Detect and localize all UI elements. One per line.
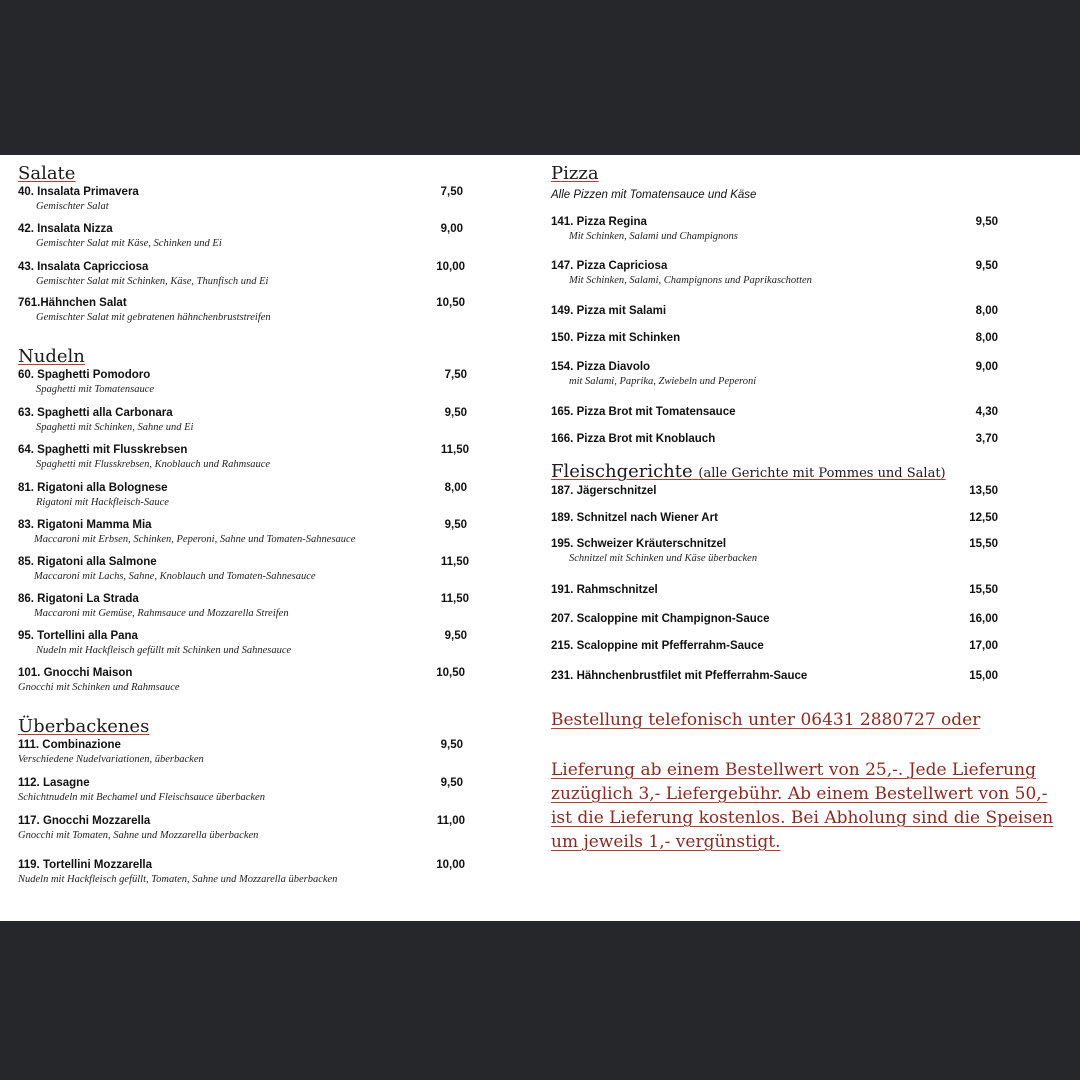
item-name: 86. Rigatoni La Strada	[18, 593, 139, 605]
delivery-terms: Lieferung ab einem Bestellwert von 25,-. Jede Lieferung zuzüglich 3,- Liefergebühr. Ab einem Bestellwert von 50,- ist die Lieferung kostenlos. Bei Abholung sind die Speisen um jeweils 1,- vergünstigt.	[551, 760, 1054, 852]
item-name: 117. Gnocchi Mozzarella	[18, 815, 151, 827]
item-name: 42. Insalata Nizza	[18, 223, 113, 235]
item-name: 119. Tortellini Mozzarella	[18, 859, 152, 871]
menu-page	[0, 155, 1080, 921]
order-phone-notice: Bestellung telefonisch unter 06431 2880727 oder	[551, 710, 981, 730]
item-price: 15,00	[969, 670, 998, 682]
pizza-subtitle: Alle Pizzen mit Tomatensauce und Käse	[551, 189, 757, 201]
item-price: 15,50	[969, 584, 998, 596]
item-price: 9,50	[975, 216, 998, 228]
section-title-salate: Salate	[18, 163, 76, 184]
item-name: 112. Lasagne	[18, 777, 90, 789]
fleisch-note: (alle Gerichte mit Pommes und Salat)	[698, 466, 946, 481]
item-name: 111. Combinazione	[18, 739, 121, 751]
item-description: Maccaroni mit Lachs, Sahne, Knoblauch und Tomaten-Sahnesauce	[34, 571, 316, 582]
item-name: 149. Pizza mit Salami	[551, 305, 667, 317]
item-price: 10,00	[436, 261, 465, 273]
item-name: 85. Rigatoni alla Salmone	[18, 556, 157, 568]
item-name: 141. Pizza Regina	[551, 216, 647, 228]
item-price: 9,00	[440, 223, 463, 235]
item-description: Nudeln mit Hackfleisch gefüllt, Tomaten, Sahne und Mozzarella überbacken	[18, 874, 338, 885]
item-price: 9,00	[975, 361, 998, 373]
item-name: 150. Pizza mit Schinken	[551, 332, 681, 344]
item-name: 81. Rigatoni alla Bolognese	[18, 482, 168, 494]
item-price: 9,50	[444, 407, 467, 419]
item-name: 83. Rigatoni Mamma Mia	[18, 519, 152, 531]
item-name: 165. Pizza Brot mit Tomatensauce	[551, 406, 736, 418]
item-name: 189. Schnitzel nach Wiener Art	[551, 512, 718, 524]
item-description: Verschiedene Nudelvariationen, überbacken	[18, 754, 204, 765]
item-description: Maccaroni mit Erbsen, Schinken, Peperoni, Sahne und Tomaten-Sahnesauce	[34, 534, 356, 545]
item-name: 95. Tortellini alla Pana	[18, 630, 138, 642]
item-price: 4,30	[975, 406, 998, 418]
item-name: 43. Insalata Capricciosa	[18, 261, 149, 273]
item-price: 9,50	[440, 739, 463, 751]
item-price: 10,50	[436, 667, 465, 679]
section-title-nudeln: Nudeln	[18, 346, 85, 367]
item-description: Spaghetti mit Flusskrebsen, Knoblauch und Rahmsauce	[36, 459, 271, 470]
section-title-fleischgerichte	[551, 462, 946, 484]
item-price: 15,50	[969, 538, 998, 550]
item-description: Gemischter Salat mit gebratenen hähnchenbruststreifen	[36, 312, 271, 323]
item-price: 17,00	[969, 640, 998, 652]
item-name: 60. Spaghetti Pomodoro	[18, 369, 151, 381]
item-price: 8,00	[975, 305, 998, 317]
item-description: Mit Schinken, Salami und Champignons	[569, 231, 738, 242]
item-price: 9,50	[440, 777, 463, 789]
item-price: 7,50	[440, 186, 463, 198]
item-name: 761.Hähnchen Salat	[18, 297, 127, 309]
item-price: 9,50	[444, 519, 467, 531]
item-price: 9,50	[444, 630, 467, 642]
item-description: Gnocchi mit Tomaten, Sahne und Mozzarella überbacken	[18, 830, 259, 841]
item-price: 10,00	[436, 859, 465, 871]
item-description: Schnitzel mit Schinken und Käse überbacken	[569, 553, 758, 564]
item-name: 207. Scaloppine mit Champignon-Sauce	[551, 613, 770, 625]
item-description: Gemischter Salat mit Käse, Schinken und Ei	[36, 238, 222, 249]
item-name: 191. Rahmschnitzel	[551, 584, 658, 596]
section-title-pizza: Pizza	[551, 163, 599, 184]
item-name: 147. Pizza Capriciosa	[551, 260, 668, 272]
item-price: 8,00	[975, 332, 998, 344]
item-description: Spaghetti mit Tomatensauce	[36, 384, 155, 395]
item-name: 195. Schweizer Kräuterschnitzel	[551, 538, 727, 550]
item-price: 13,50	[969, 485, 998, 497]
item-price: 9,50	[975, 260, 998, 272]
item-name: 101. Gnocchi Maison	[18, 667, 133, 679]
item-name: 187. Jägerschnitzel	[551, 485, 657, 497]
item-price: 10,50	[436, 297, 465, 309]
item-price: 11,00	[436, 815, 465, 827]
item-price: 11,50	[440, 444, 469, 456]
item-description: Gemischter Salat	[36, 201, 109, 212]
item-name: 40. Insalata Primavera	[18, 186, 139, 198]
item-name: 64. Spaghetti mit Flusskrebsen	[18, 444, 188, 456]
item-description: Mit Schinken, Salami, Champignons und Paprikaschotten	[569, 275, 812, 286]
item-price: 3,70	[975, 433, 998, 445]
item-name: 166. Pizza Brot mit Knoblauch	[551, 433, 716, 445]
item-name: 215. Scaloppine mit Pfefferrahm-Sauce	[551, 640, 764, 652]
item-price: 7,50	[444, 369, 467, 381]
section-title-ueberbackenes: Überbackenes	[18, 716, 150, 737]
item-description: Nudeln mit Hackfleisch gefüllt mit Schinken und Sahnesauce	[36, 645, 292, 656]
item-name: 154. Pizza Diavolo	[551, 361, 651, 373]
item-name: 63. Spaghetti alla Carbonara	[18, 407, 173, 419]
item-price: 11,50	[440, 593, 469, 605]
item-description: Gemischter Salat mit Schinken, Käse, Thunfisch und Ei	[36, 276, 269, 287]
fleisch-title-text: Fleischgerichte	[551, 461, 693, 482]
item-description: Rigatoni mit Hackfleisch-Sauce	[36, 497, 169, 508]
item-price: 8,00	[444, 482, 467, 494]
item-description: mit Salami, Paprika, Zwiebeln und Peperoni	[569, 376, 757, 387]
item-description: Maccaroni mit Gemüse, Rahmsauce und Mozzarella Streifen	[34, 608, 289, 619]
item-price: 16,00	[969, 613, 998, 625]
item-price: 12,50	[969, 512, 998, 524]
item-price: 11,50	[440, 556, 469, 568]
item-description: Gnocchi mit Schinken und Rahmsauce	[18, 682, 180, 693]
item-description: Spaghetti mit Schinken, Sahne und Ei	[36, 422, 194, 433]
item-name: 231. Hähnchenbrustfilet mit Pfefferrahm-Sauce	[551, 670, 808, 682]
item-description: Schichtnudeln mit Bechamel und Fleischsauce überbacken	[18, 792, 265, 803]
